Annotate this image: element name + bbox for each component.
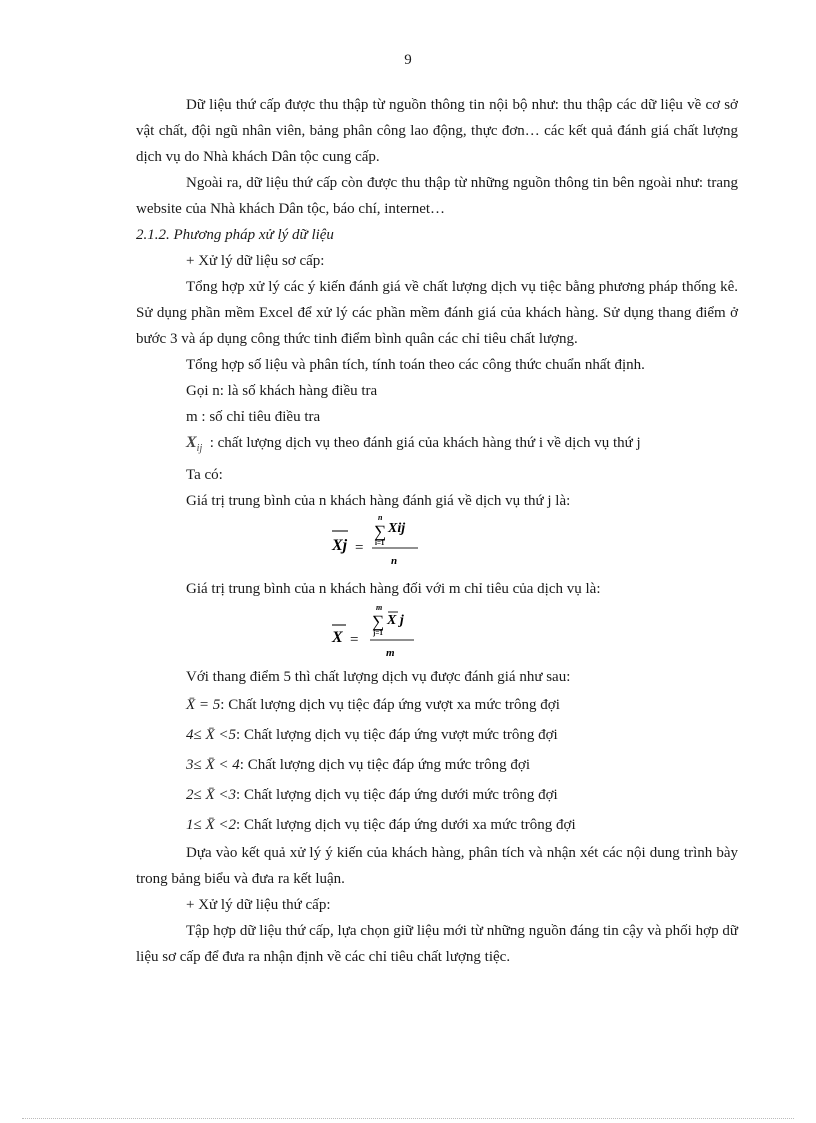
formula2-term: X j: [387, 613, 404, 628]
scale-condition: 1≤ X̄ <2: [186, 817, 237, 833]
page-content: [136, 92, 738, 970]
scale-condition: 3≤ X̄ < 4: [186, 757, 240, 773]
paragraph-mean-j: Giá trị trung bình của n khách hàng đánh giá về dịch vụ thứ j là:: [186, 493, 571, 509]
xij-symbol: X: [186, 434, 197, 451]
definition-m: m : số chỉ tiêu điều tra: [186, 409, 321, 425]
formula-mean-all-services: [136, 602, 738, 664]
scale-condition: X̄ = 5: [186, 697, 221, 713]
definition-n: Gọi n: là số khách hàng điều tra: [186, 383, 378, 399]
formula2-sum-top: m: [376, 603, 383, 612]
formula2-denominator: m: [386, 647, 395, 659]
paragraph-statistics: Tổng hợp xử lý các ý kiến đánh giá về chất lượng dịch vụ tiệc bằng phương pháp thống kê. Sử dụng phần mềm Excel để xử lý các phần mềm đánh giá của khách hàng. Sử dụng thang điểm ở bước 3 và áp dụng công thức tinh điểm bình quân các chỉ tiêu chất lượng.: [136, 279, 738, 347]
scale-item: [136, 810, 738, 840]
paragraph-conclusion: Dựa vào kết quả xử lý ý kiến của khách hàng, phân tích và nhận xét các nội dung trình bày trong bảng biểu và đưa ra kết luận.: [136, 845, 738, 887]
scale-text: : Chất lượng dịch vụ tiệc đáp ứng vượt mức trông đợi: [236, 727, 558, 743]
formula2-lhs: X: [332, 629, 343, 646]
paragraph-external-sources: Ngoài ra, dữ liệu thứ cấp còn được thu thập từ những nguồn thông tin bên ngoài như: trang website của Nhà khách Dân tộc, báo chí, internet…: [136, 175, 738, 217]
formula1-equals: =: [355, 540, 364, 556]
bullet-primary-data: + Xử lý dữ liệu sơ cấp:: [186, 253, 325, 269]
page-number: 9: [404, 52, 412, 68]
page-footer-divider: [22, 1118, 794, 1119]
paragraph-secondary-processing: Tập hợp dữ liệu thứ cấp, lựa chọn giữ liệu mới từ những nguồn đáng tin cậy và phối hợp dữ liệu sơ cấp để đưa ra nhận định về các chỉ tiêu chất lượng tiệc.: [136, 923, 738, 965]
scale-condition: 4≤ X̄ <5: [186, 727, 237, 743]
sigma-icon: ∑: [374, 522, 387, 541]
xij-subscript: ij: [196, 443, 203, 454]
scale-item: [136, 720, 738, 750]
formula1-sum-bottom: i=1: [375, 539, 385, 547]
scale-text: : Chất lượng dịch vụ tiệc đáp ứng dưới mức trông đợi: [236, 787, 558, 803]
scale-item: [136, 780, 738, 810]
paragraph-mean-all: Giá trị trung bình của n khách hàng đối với m chỉ tiêu của dịch vụ là:: [186, 581, 601, 597]
formula1-denominator: n: [391, 555, 398, 567]
scale-item: [136, 750, 738, 780]
scale-condition: 2≤ X̄ <3: [186, 787, 237, 803]
formula1-sum-top: n: [378, 514, 383, 522]
scale-text: : Chất lượng dịch vụ tiệc đáp ứng dưới xa mức trông đợi: [236, 817, 576, 833]
paragraph-ta-co: Ta có:: [186, 467, 223, 483]
formula-mean-service-j: [136, 514, 738, 576]
bullet-secondary-data: + Xử lý dữ liệu thứ cấp:: [186, 897, 331, 913]
paragraph-internal-sources: Dữ liệu thứ cấp được thu thập từ nguồn thông tin nội bộ như: thu thập các dữ liệu về cơ sở vật chất, đội ngũ nhân viên, bảng phân công lao động, thực đơn… các kết quả đánh giá chất lượng dịch vụ do Nhà khách Dân tộc cung cấp.: [136, 97, 738, 165]
formula2-sum-bottom: j=1: [373, 629, 383, 637]
formula1-lhs: Xj: [332, 537, 348, 554]
xij-definition-text: : chất lượng dịch vụ theo đánh giá của khách hàng thứ i về dịch vụ thứ j: [209, 435, 641, 451]
scale-text: : Chất lượng dịch vụ tiệc đáp ứng mức trông đợi: [239, 757, 530, 773]
formula1-term: Xij: [388, 521, 406, 536]
scale-text: : Chất lượng dịch vụ tiệc đáp ứng vượt xa mức trông đợi: [220, 697, 560, 713]
section-heading: 2.1.2. Phương pháp xử lý dữ liệu: [136, 227, 334, 243]
paragraph-summary: Tổng hợp số liệu và phân tích, tính toán theo các công thức chuẩn nhất định.: [186, 357, 645, 373]
sigma-icon: ∑: [372, 612, 385, 631]
formula2-equals: =: [350, 632, 359, 648]
scale-item: [136, 690, 738, 720]
quality-scale-list: [136, 690, 738, 840]
definition-xij: [136, 430, 738, 462]
paragraph-scale-intro: Với thang điểm 5 thì chất lượng dịch vụ được đánh giá như sau:: [186, 669, 571, 685]
